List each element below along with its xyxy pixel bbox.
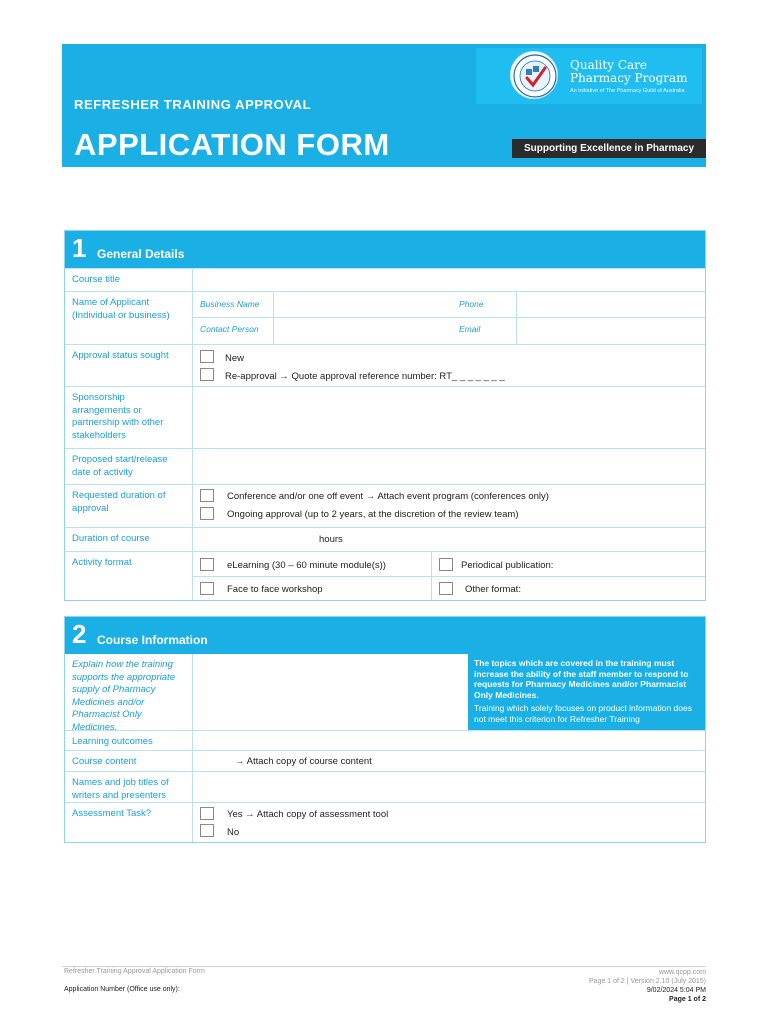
row-start-date [65, 448, 705, 484]
format-elearning-label: eLearning (30 – 60 minute module(s)) [227, 560, 386, 571]
format-other-label: Other format: [465, 584, 521, 595]
business-name-field[interactable] [274, 292, 516, 317]
phone-field[interactable] [517, 292, 705, 317]
row-assessment [65, 802, 705, 842]
section-number: 1 [72, 233, 87, 263]
learning-outcomes-field[interactable] [193, 731, 705, 750]
section-title: Course Information [97, 633, 208, 647]
section-number: 2 [72, 619, 87, 649]
footer-datetime: 9/02/2024 5:04 PM [646, 987, 706, 994]
duration-conference-checkbox[interactable] [200, 489, 214, 502]
criteria-note [468, 654, 705, 730]
course-content-label: Course content [65, 751, 193, 771]
format-elearning-checkbox[interactable] [200, 558, 214, 571]
logo-name-line2: Pharmacy Program [570, 71, 688, 85]
approval-status-label: Approval status sought [65, 345, 193, 386]
approval-new-label: New [225, 353, 245, 364]
activity-format-label: Activity format [65, 552, 193, 600]
hours-label: hours [319, 534, 343, 545]
approval-new-checkbox[interactable] [200, 350, 214, 363]
contact-person-field[interactable] [274, 318, 516, 344]
row-writers [65, 771, 705, 802]
format-periodical-checkbox[interactable] [439, 558, 453, 571]
start-date-field[interactable] [193, 449, 705, 484]
row-course-duration [65, 527, 705, 551]
duration-approval-label: Requested duration of approval [65, 485, 193, 527]
course-duration-field[interactable] [193, 528, 313, 551]
email-field[interactable] [517, 318, 705, 344]
explain-field[interactable] [193, 654, 468, 730]
footer-page: Page 1 of 2 [669, 996, 706, 1003]
format-f2f-checkbox[interactable] [200, 582, 214, 595]
section-header [65, 617, 705, 654]
assessment-yes-checkbox[interactable] [200, 807, 214, 820]
footer-url[interactable]: www.qcpp.com [658, 969, 706, 976]
approval-re-checkbox[interactable] [200, 368, 214, 381]
row-course-title [65, 268, 705, 291]
footer-version: Page 1 of 2 | Version 2.10 (July 2015) [588, 978, 706, 985]
course-content-attach: → Attach copy of course content [235, 756, 372, 767]
phone-label: Phone [459, 299, 484, 309]
assessment-yes-label: Yes → Attach copy of assessment tool [227, 809, 389, 820]
row-approval-status [65, 344, 705, 386]
qcpp-seal-icon [510, 51, 558, 99]
approval-re-label: Re-approval → Quote approval reference number: RT_ _ _ _ _ _ _ [225, 371, 505, 382]
criteria-note-bold: The topics which are covered in the training must increase the ability of the staff member to respond to requests for Pharmacy Medicines and/or Pharmacist Only Medicines. [474, 658, 689, 700]
duration-ongoing-label: Ongoing approval (up to 2 years, at the discretion of the review team) [227, 509, 519, 520]
footer-page-info [589, 968, 706, 1004]
format-f2f-label: Face to face workshop [227, 584, 323, 595]
footer-application-number: Application Number (Office use only): [64, 986, 180, 993]
section-general-details [64, 230, 706, 601]
assessment-no-checkbox[interactable] [200, 824, 214, 837]
row-duration-approval [65, 484, 705, 527]
applicant-label: Name of Applicant (Individual or business) [65, 292, 193, 344]
logo-name-line1: Quality Care [570, 58, 647, 72]
form-subtitle: REFRESHER TRAINING APPROVAL [74, 97, 312, 112]
row-explain [65, 654, 705, 733]
qcpp-logo [476, 48, 702, 104]
footer-divider [62, 966, 706, 967]
start-date-label: Proposed start/release date of activity [65, 449, 193, 484]
row-sponsorship [65, 386, 705, 448]
section-course-information [64, 616, 706, 843]
explain-label: Explain how the training supports the appropriate supply of Pharmacy Medicines and/or Pharmacist Only Medicines. [65, 654, 193, 730]
format-other-checkbox[interactable] [439, 582, 453, 595]
sponsorship-label: Sponsorship arrangements or partnership with other stakeholders [65, 387, 193, 448]
writers-field[interactable] [193, 772, 705, 802]
learning-outcomes-label: Learning outcomes [65, 731, 193, 750]
sponsorship-field[interactable] [193, 387, 705, 448]
footer-form-name: Refresher Training Approval Application Form [64, 968, 205, 975]
section-header [65, 231, 705, 268]
row-course-content [65, 750, 705, 771]
course-duration-label: Duration of course [65, 528, 193, 551]
course-title-field[interactable] [193, 269, 705, 291]
course-title-label: Course title [65, 269, 193, 291]
email-label: Email [459, 324, 481, 334]
assessment-no-label: No [227, 827, 240, 838]
format-periodical-label: Periodical publication: [461, 560, 554, 571]
criteria-note-normal: Training which solely focuses on product information does not meet this criterion for Refresher Training [474, 703, 692, 724]
business-name-label: Business Name [200, 299, 260, 309]
row-activity-format [65, 551, 705, 600]
assessment-label: Assessment Task? [65, 803, 193, 842]
logo-tagline: An initiative of The Pharmacy Guild of Australia [570, 88, 685, 94]
duration-conference-label: Conference and/or one off event → Attach event program (conferences only) [227, 491, 549, 502]
form-title: APPLICATION FORM [74, 127, 390, 162]
tagline-banner: Supporting Excellence in Pharmacy [512, 139, 706, 158]
row-applicant [65, 291, 705, 344]
writers-label: Names and job titles of writers and presenters [65, 772, 193, 802]
contact-person-label: Contact Person [200, 324, 259, 334]
duration-ongoing-checkbox[interactable] [200, 507, 214, 520]
row-learning-outcomes [65, 730, 705, 750]
section-title: General Details [97, 247, 185, 261]
form-header [62, 44, 706, 167]
